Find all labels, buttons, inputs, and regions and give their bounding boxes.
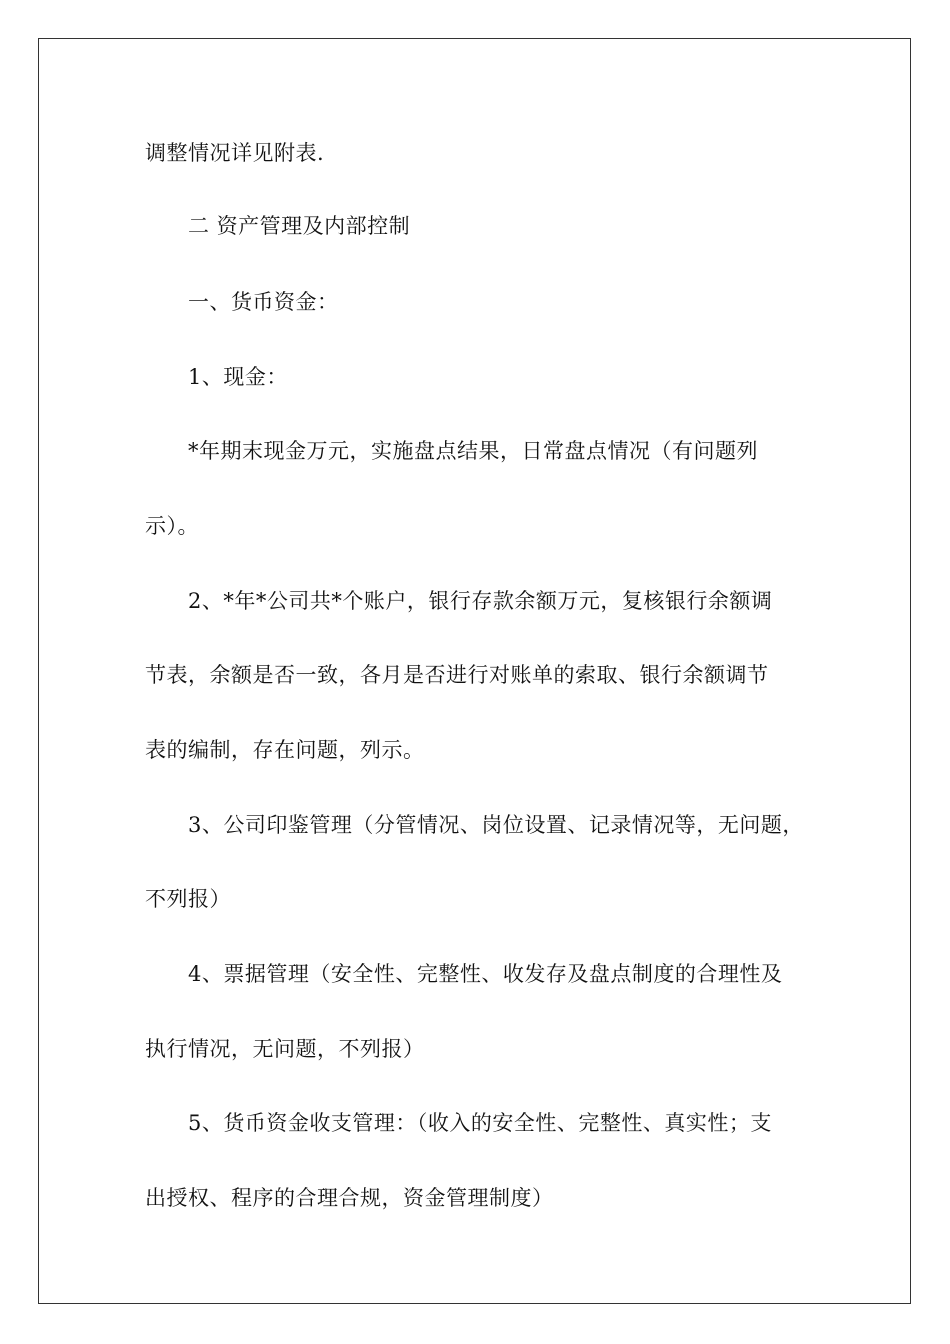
item-heading-cash: 1、现金： [188, 365, 288, 389]
text-line-bank-2: 节表，余额是否一致，各月是否进行对账单的索取、银行余额调节 [145, 663, 769, 687]
text-line-1: 调整情况详见附表. [145, 141, 325, 165]
text-line-bank-3: 表的编制，存在问题，列示。 [145, 738, 425, 762]
text-line-funds-1: 5、货币资金收支管理：（收入的安全性、完整性、真实性；支 [188, 1111, 772, 1135]
section-heading-asset-management: 二 资产管理及内部控制 [188, 214, 411, 238]
text-line-seal-1: 3、公司印鉴管理（分管情况、岗位设置、记录情况等，无问题， [188, 813, 804, 837]
text-line-seal-2: 不列报） [145, 887, 231, 911]
text-line-bank-1: 2、*年*公司共*个账户，银行存款余额万元，复核银行余额调 [188, 589, 773, 613]
text-line-cash-2: 示）。 [145, 514, 199, 538]
text-line-bills-1: 4、票据管理（安全性、完整性、收发存及盘点制度的合理性及 [188, 962, 783, 986]
text-line-cash-1: *年期末现金万元，实施盘点结果，日常盘点情况（有问题列 [188, 439, 758, 463]
text-line-funds-2: 出授权、程序的合理合规，资金管理制度） [145, 1186, 554, 1210]
subsection-heading-monetary-funds: 一、货币资金： [188, 290, 339, 314]
text-line-bills-2: 执行情况，无问题，不列报） [145, 1037, 425, 1061]
